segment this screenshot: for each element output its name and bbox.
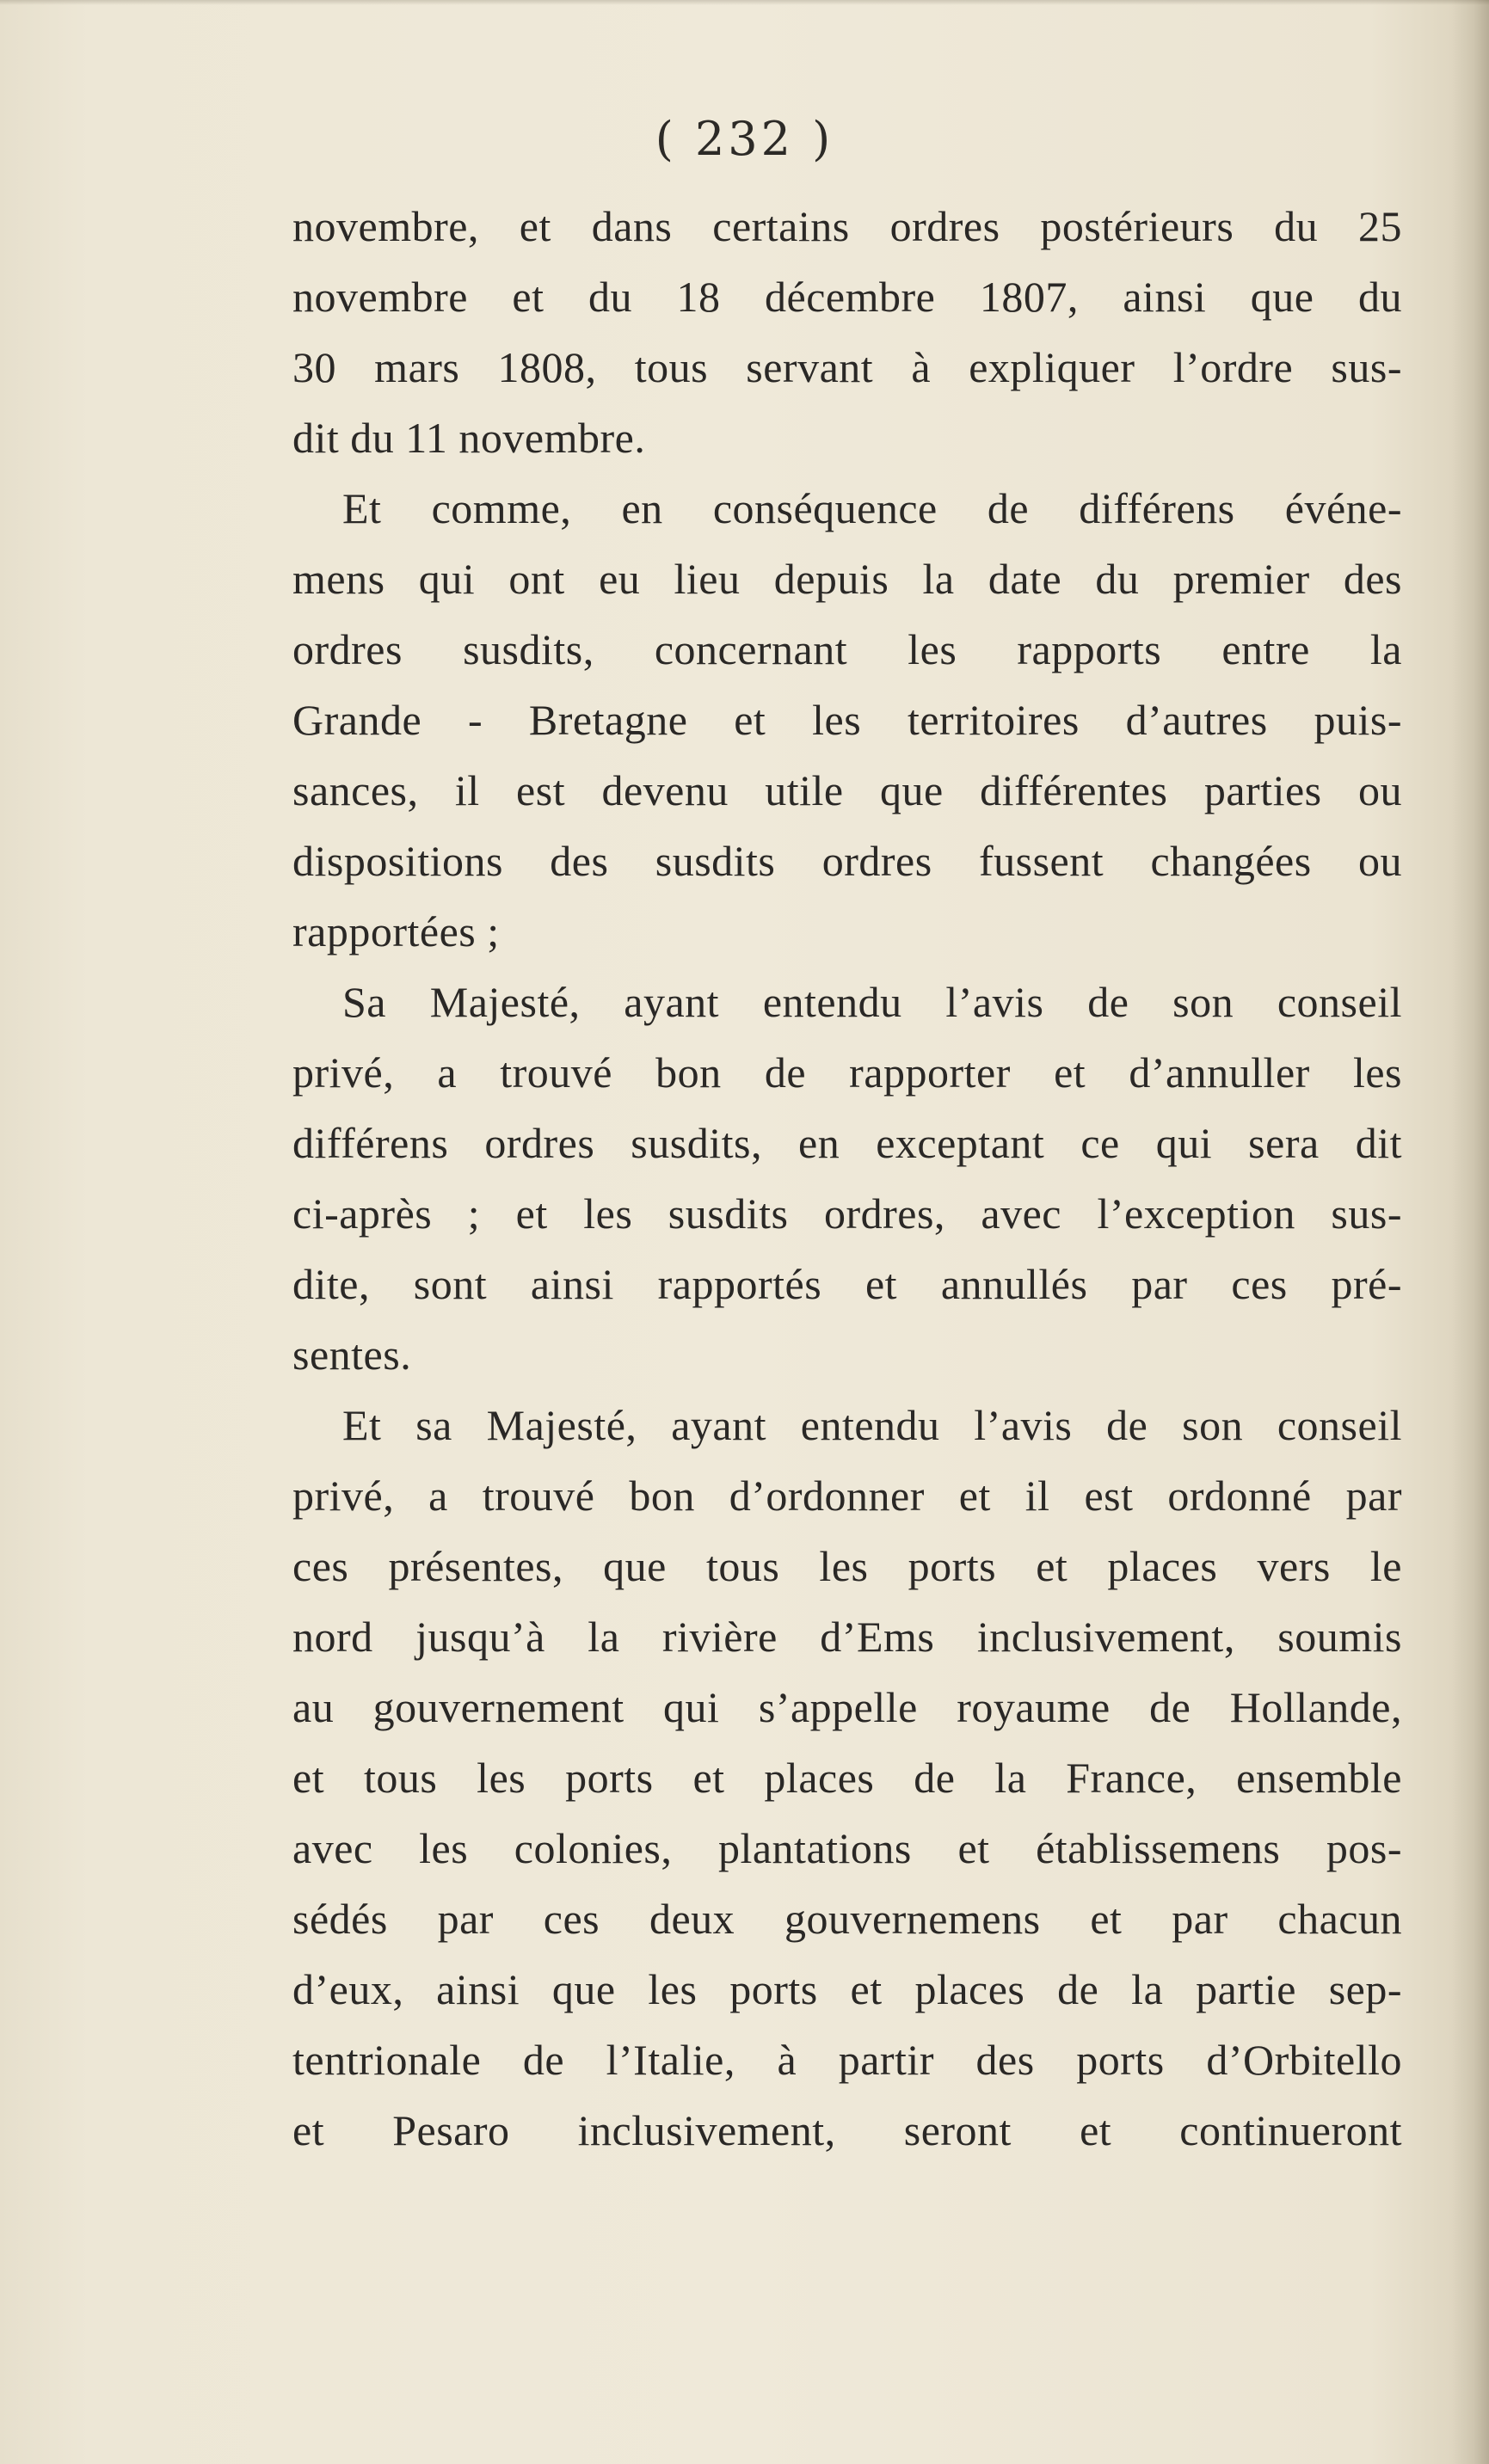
text-line: tentrionale de l’Italie, à partir des ports d’Orbitello — [292, 2036, 1402, 2084]
text-line: ordres susdits, concernant les rapports entre la — [292, 625, 1402, 673]
page-number: ( 232 ) — [655, 112, 834, 166]
text-line: 30 mars 1808, tous servant à expliquer l’ordre sus- — [292, 343, 1402, 391]
text-line: ci-après ; et les susdits ordres, avec l’exception sus- — [292, 1189, 1402, 1238]
text-line: Et comme, en conséquence de différens événe- — [342, 484, 1402, 532]
text-line: et tous les ports et places de la France, ensemble — [292, 1754, 1402, 1802]
text-line: dispositions des susdits ordres fussent changées ou — [292, 837, 1402, 885]
text-line: d’eux, ainsi que les ports et places de la partie sep- — [292, 1965, 1402, 2013]
text-line: novembre, et dans certains ordres postérieurs du 25 — [292, 202, 1402, 250]
text-line: Et sa Majesté, ayant entendu l’avis de son conseil — [342, 1401, 1402, 1449]
text-line: au gouvernement qui s’appelle royaume de Hollande, — [292, 1683, 1402, 1731]
text-line: dit du 11 novembre. — [292, 414, 646, 462]
text-line: et Pesaro inclusivement, seront et continueront — [292, 2106, 1402, 2154]
text-line: privé, a trouvé bon d’ordonner et il est ordonné par — [292, 1472, 1402, 1520]
text-line: dite, sont ainsi rapportés et annullés par ces pré- — [292, 1260, 1402, 1308]
text-line: ces présentes, que tous les ports et places vers le — [292, 1542, 1402, 1590]
text-line: nord jusqu’à la rivière d’Ems inclusivement, soumis — [292, 1613, 1402, 1661]
text-line: novembre et du 18 décembre 1807, ainsi que du — [292, 273, 1402, 321]
text-line: mens qui ont eu lieu depuis la date du premier des — [292, 555, 1402, 603]
text-line: sentes. — [292, 1330, 412, 1379]
text-line: rapportées ; — [292, 907, 500, 955]
text-line: Grande - Bretagne et les territoires d’autres puis- — [292, 696, 1402, 744]
text-line: différens ordres susdits, en exceptant ce qui sera dit — [292, 1119, 1402, 1167]
page-gutter-shadow — [1451, 0, 1489, 2464]
body-text — [292, 191, 1402, 2166]
text-line: avec les colonies, plantations et établissemens pos- — [292, 1824, 1402, 1872]
text-line: sédés par ces deux gouvernemens et par chacun — [292, 1895, 1402, 1943]
page-top-shadow — [0, 0, 1489, 5]
text-line: Sa Majesté, ayant entendu l’avis de son conseil — [342, 978, 1402, 1026]
text-line: privé, a trouvé bon de rapporter et d’annuller les — [292, 1048, 1402, 1097]
text-line: sances, il est devenu utile que différentes parties ou — [292, 766, 1402, 814]
